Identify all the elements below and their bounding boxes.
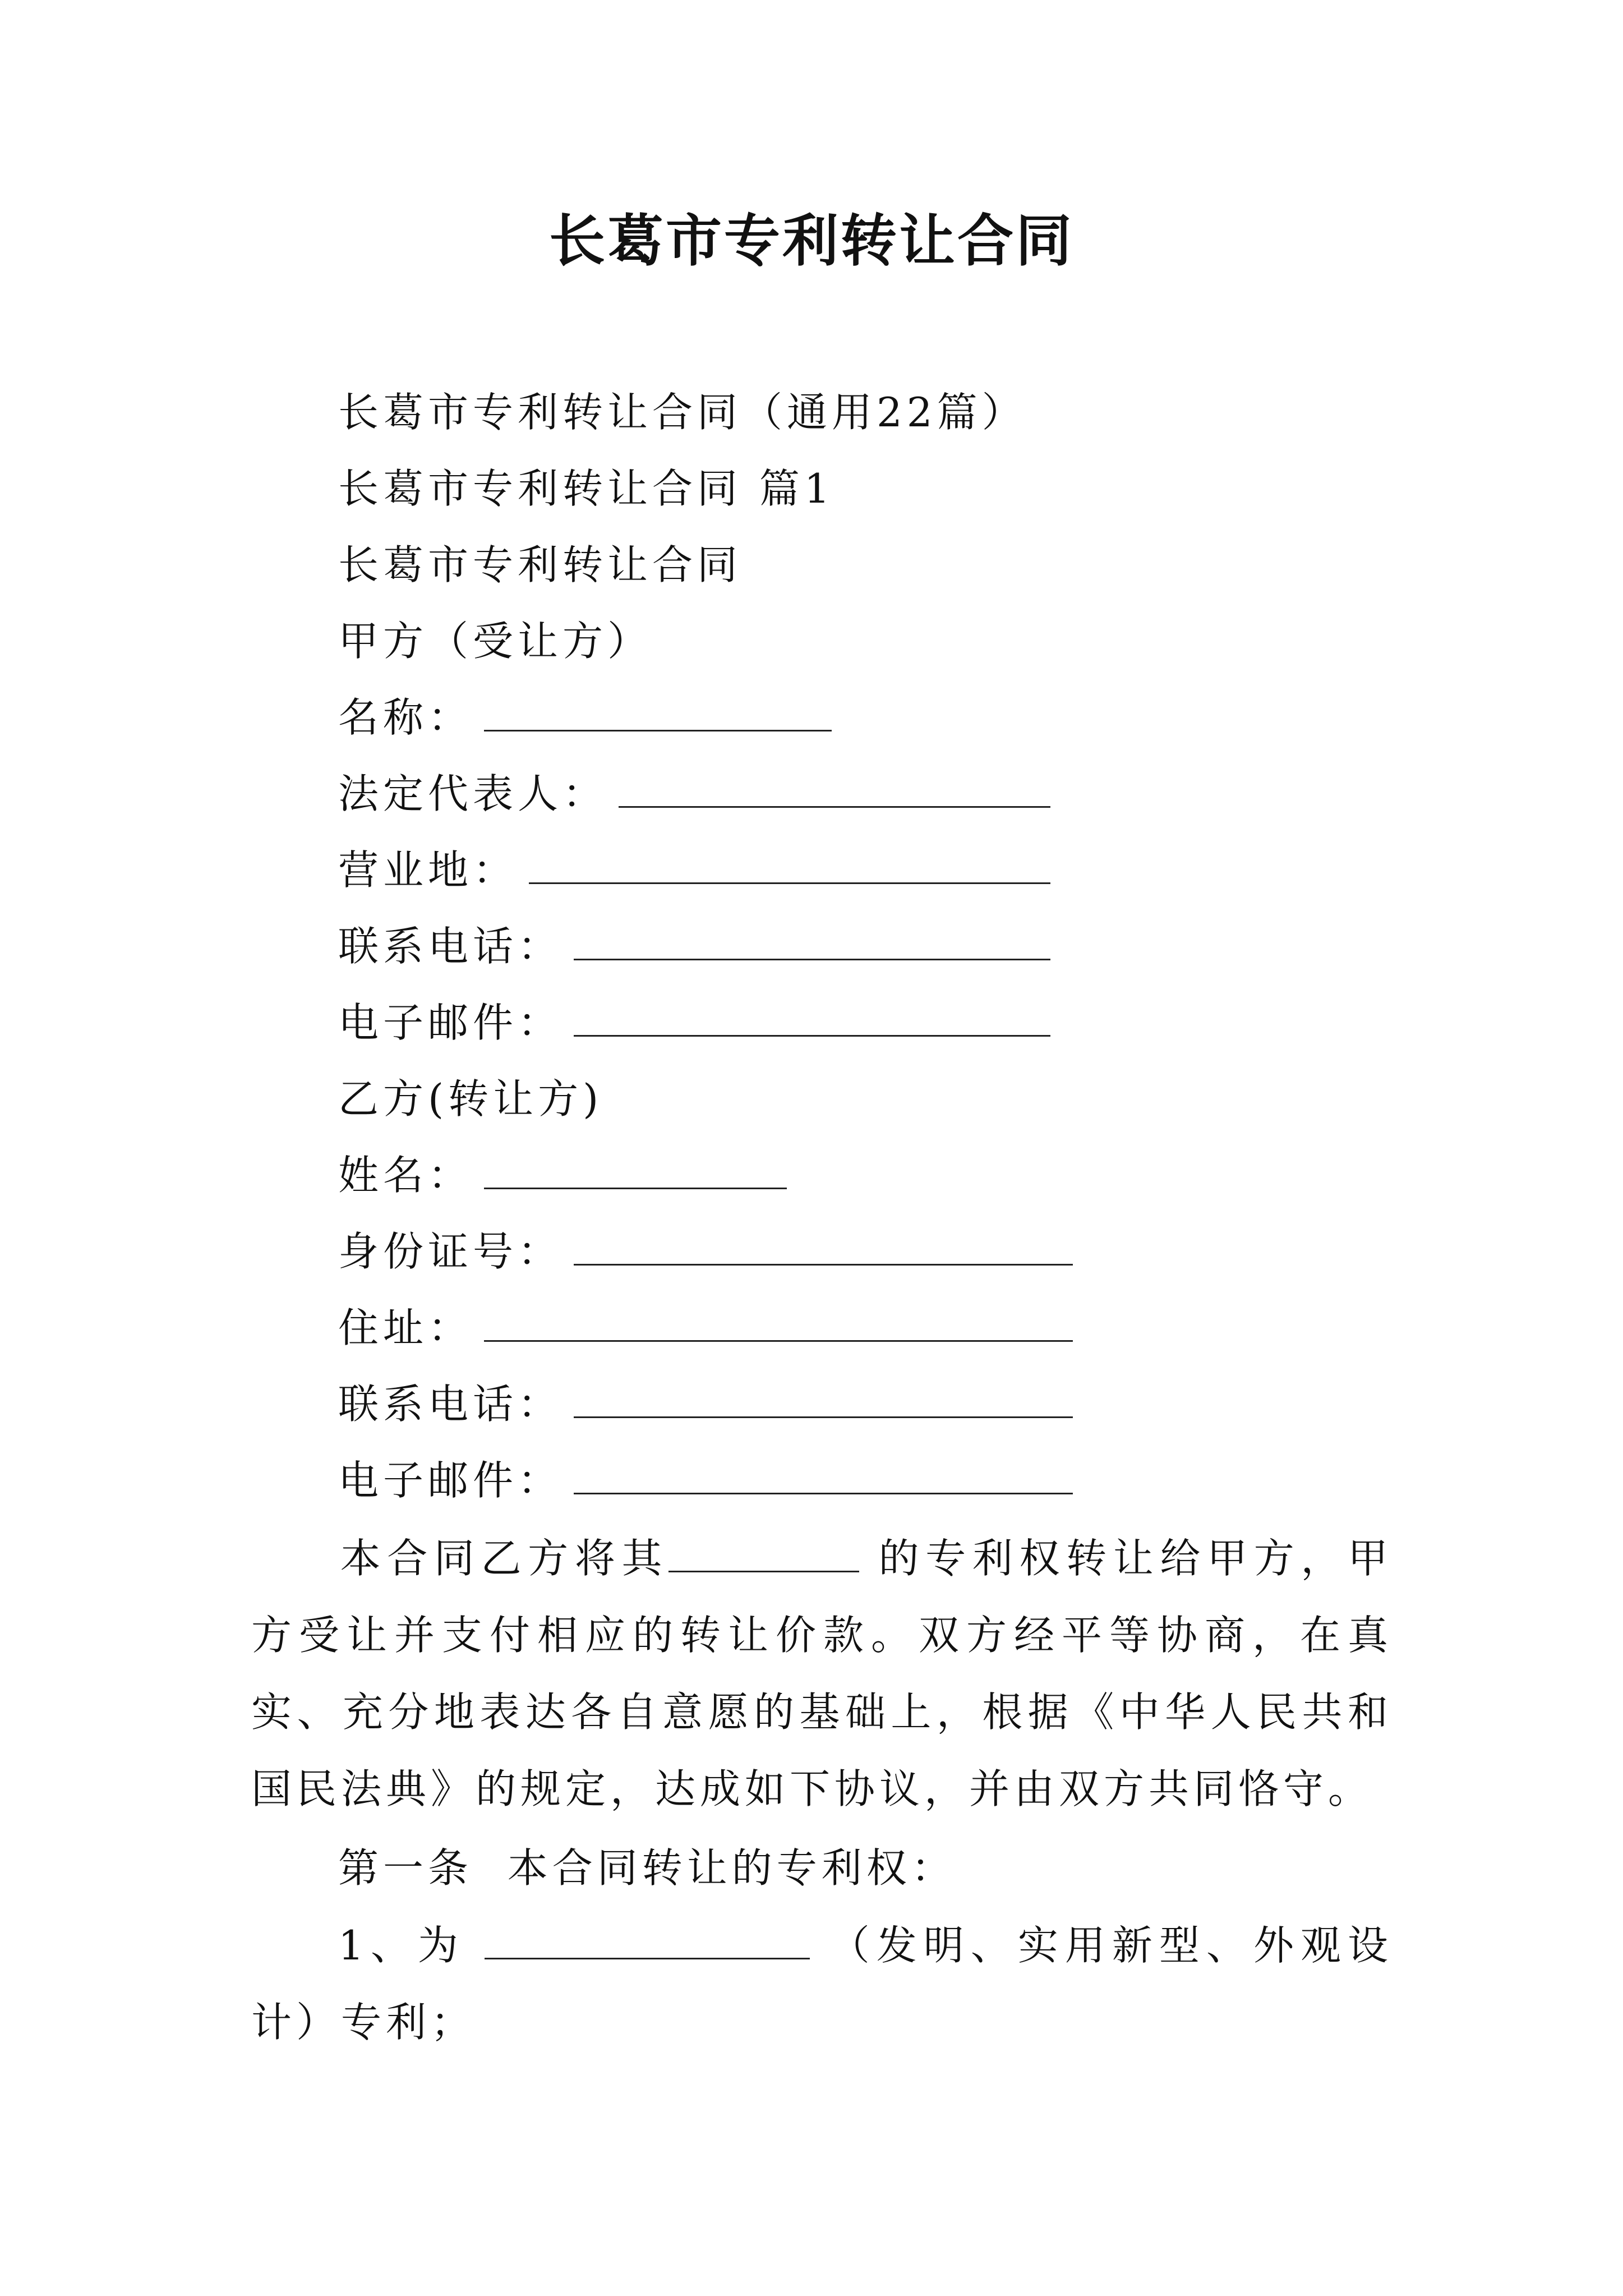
party-a-heading: 甲方（受让方） [338,618,653,665]
party-a-legal-rep-field: 法定代表人： [338,769,1050,819]
party-b-id-number-field: 身份证号： [338,1226,1073,1277]
contract-name: 长葛市专利转让合同 [338,541,743,588]
subtitle: 长葛市专利转让合同（通用22篇） [338,389,1027,436]
party-b-phone-field: 联系电话： [338,1379,1073,1429]
party-a-name-field: 名称： [338,692,832,743]
article-1-heading: 第一条 本合同转让的专利权： [338,1844,956,1892]
party-b-heading: 乙方(转让方) [338,1075,603,1122]
party-b-name-field: 姓名： [338,1150,787,1200]
document-title: 长葛市专利转让合同 [549,208,1074,274]
party-a-business-address-field: 营业地： [338,845,1050,895]
article-1-item-1: 1、为 （发明、实用新型、外观设计）专利； [251,1922,1393,2046]
party-a-email-field: 电子邮件： [338,997,1050,1048]
intro-paragraph: 本合同乙方将其 的专利权转让给甲方，甲方受让并支付相应的转让价款。双方经平等协商，在真实、充分地表达各自意愿的基础上，根据《中华人民共和国民法典》的规定，达成如下协议，并由双方共同恪守。 [251,1535,1393,1812]
section-heading: 长葛市专利转让合同 篇1 [338,465,834,512]
party-b-email-field: 电子邮件： [338,1455,1073,1506]
party-a-phone-field: 联系电话： [338,921,1050,972]
party-b-address-field: 住址： [338,1303,1073,1353]
